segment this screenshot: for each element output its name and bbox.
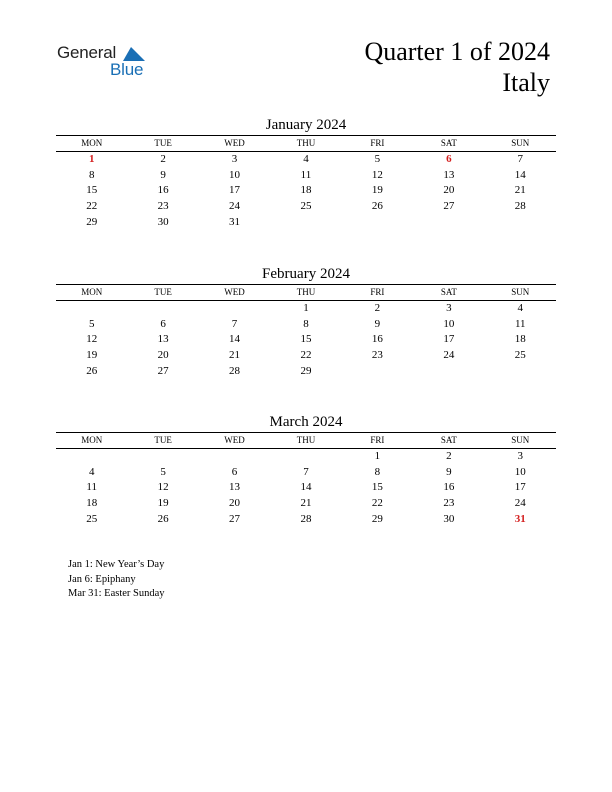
day-cell: 19	[157, 497, 169, 510]
day-cell: 17	[514, 481, 526, 494]
weekday-label: MON	[81, 138, 103, 148]
day-cell: 29	[371, 512, 383, 525]
day-cell: 25	[514, 349, 526, 362]
weekday-label: SAT	[440, 287, 457, 297]
month-title: February 2024	[262, 266, 350, 282]
day-cell: 7	[303, 465, 309, 478]
logo-general-text: General	[57, 43, 117, 62]
empty-day-cell	[56, 449, 127, 465]
month-calendar-january	[56, 115, 556, 230]
week-row	[56, 199, 556, 215]
empty-day-cell	[342, 215, 413, 231]
day-cell: 11	[86, 481, 97, 494]
holiday-note: Jan 6: Epiphany	[68, 573, 136, 585]
weekday-label: TUE	[154, 138, 172, 148]
month-title: January 2024	[265, 117, 347, 133]
day-cell: 2	[446, 450, 452, 462]
week-row	[56, 512, 556, 528]
week-row	[56, 449, 556, 465]
weekday-label: TUE	[154, 435, 172, 445]
logo-triangle-icon	[123, 47, 145, 61]
weekday-label: FRI	[370, 287, 385, 297]
empty-day-cell	[199, 301, 270, 317]
day-cell: 29	[300, 364, 312, 377]
empty-day-cell	[342, 364, 413, 380]
day-cell: 16	[443, 481, 455, 494]
day-cell: 25	[86, 512, 98, 525]
empty-day-cell	[413, 215, 484, 231]
day-cell: 1	[303, 302, 309, 314]
day-cell: 19	[86, 349, 98, 362]
title-quarter: Quarter 1 of 2024	[364, 37, 550, 66]
day-cell: 23	[443, 497, 455, 510]
week-row	[56, 317, 556, 333]
logo-blue-text: Blue	[110, 60, 144, 79]
calendar-grid	[56, 284, 556, 379]
day-cell: 27	[157, 364, 169, 377]
title-country: Italy	[502, 68, 550, 97]
month-title: March 2024	[269, 414, 343, 430]
day-cell: 1	[88, 153, 95, 165]
day-cell: 17	[229, 184, 241, 197]
logo	[57, 43, 157, 83]
week-row	[56, 480, 556, 496]
week-row	[56, 152, 556, 168]
weekday-label: FRI	[370, 138, 385, 148]
week-row	[56, 364, 556, 380]
weekday-label: MON	[81, 287, 103, 297]
week-row	[56, 215, 556, 231]
day-cell: 12	[371, 168, 383, 181]
weekday-label: THU	[296, 138, 316, 148]
day-cell: 11	[300, 168, 312, 181]
empty-day-cell	[199, 449, 270, 465]
day-cell: 4	[88, 465, 95, 478]
weekday-header-row	[56, 285, 556, 301]
day-cell: 24	[443, 349, 455, 362]
day-cell: 6	[446, 153, 452, 165]
day-cell: 28	[229, 364, 241, 377]
day-cell: 27	[229, 512, 241, 525]
day-cell: 23	[371, 349, 383, 362]
week-row	[56, 348, 556, 364]
day-cell: 8	[88, 168, 95, 181]
day-cell: 10	[514, 465, 526, 478]
weekday-label: SAT	[440, 138, 457, 148]
day-cell: 3	[446, 302, 452, 314]
weekday-label: WED	[224, 435, 245, 445]
week-row	[56, 168, 556, 184]
weekday-label: WED	[224, 138, 245, 148]
weekday-label: MON	[81, 435, 103, 445]
day-cell: 14	[229, 333, 241, 346]
page-title	[364, 36, 550, 98]
day-cell: 19	[371, 184, 383, 197]
day-cell: 14	[300, 481, 312, 494]
day-cell: 13	[443, 168, 455, 181]
day-cell: 3	[231, 153, 238, 165]
day-cell: 27	[443, 200, 455, 213]
day-cell: 20	[229, 497, 241, 510]
day-cell: 18	[86, 497, 98, 510]
weekday-label: WED	[224, 287, 245, 297]
day-cell: 10	[229, 168, 241, 181]
day-cell: 2	[374, 302, 381, 314]
weekday-label: FRI	[370, 435, 385, 445]
week-row	[56, 301, 556, 317]
day-cell: 22	[371, 497, 383, 510]
weekday-label: TUE	[154, 287, 172, 297]
week-row	[56, 496, 556, 512]
day-cell: 20	[157, 349, 169, 362]
day-cell: 29	[86, 215, 98, 228]
day-cell: 12	[157, 481, 169, 494]
day-cell: 5	[160, 465, 166, 478]
holiday-note: Jan 1: New Year’s Day	[68, 559, 165, 570]
day-cell: 30	[443, 512, 455, 525]
day-cell: 23	[157, 200, 169, 213]
day-cell: 30	[157, 215, 169, 228]
empty-day-cell	[270, 215, 341, 231]
day-cell: 31	[514, 512, 526, 525]
month-calendar-february	[56, 264, 556, 379]
day-cell: 28	[514, 200, 526, 213]
day-cell: 26	[371, 200, 383, 213]
empty-day-cell	[127, 301, 198, 317]
empty-day-cell	[485, 215, 556, 231]
weekday-label: SUN	[511, 287, 530, 297]
weekday-label: THU	[296, 287, 316, 297]
week-row	[56, 332, 556, 348]
day-cell: 24	[229, 200, 241, 213]
day-cell: 15	[86, 184, 98, 197]
day-cell: 13	[157, 333, 169, 346]
day-cell: 10	[443, 317, 455, 330]
day-cell: 5	[88, 317, 95, 330]
weekday-label: SAT	[440, 435, 457, 445]
day-cell: 18	[300, 184, 312, 197]
calendar-grid	[56, 135, 556, 230]
day-cell: 15	[371, 481, 383, 494]
day-cell: 8	[303, 317, 309, 330]
day-cell: 31	[229, 215, 241, 228]
day-cell: 9	[374, 317, 381, 330]
day-cell: 14	[514, 168, 526, 181]
empty-day-cell	[413, 364, 484, 380]
calendar-grid	[56, 432, 556, 527]
empty-day-cell	[56, 301, 127, 317]
day-cell: 9	[160, 168, 166, 181]
empty-day-cell	[485, 364, 556, 380]
holiday-note: Mar 31: Easter Sunday	[68, 588, 165, 599]
day-cell: 7	[231, 317, 238, 330]
day-cell: 2	[160, 153, 166, 165]
month-calendar-march	[56, 412, 556, 527]
day-cell: 6	[231, 465, 238, 478]
day-cell: 21	[514, 184, 526, 197]
empty-day-cell	[270, 449, 341, 465]
day-cell: 18	[514, 333, 526, 346]
day-cell: 21	[229, 349, 241, 362]
weekday-header-row	[56, 433, 556, 449]
day-cell: 28	[300, 512, 312, 525]
day-cell: 20	[443, 184, 455, 197]
day-cell: 16	[157, 184, 169, 197]
day-cell: 6	[160, 317, 166, 330]
day-cell: 26	[157, 512, 169, 525]
day-cell: 16	[371, 333, 383, 346]
day-cell: 22	[86, 200, 98, 213]
day-cell: 4	[517, 302, 523, 314]
day-cell: 12	[86, 333, 98, 346]
day-cell: 25	[300, 200, 312, 213]
day-cell: 13	[229, 481, 241, 494]
day-cell: 24	[514, 497, 526, 510]
day-cell: 11	[514, 317, 526, 330]
day-cell: 26	[86, 364, 98, 377]
weekday-label: THU	[296, 435, 316, 445]
holiday-notes	[68, 558, 165, 602]
weekday-label: SUN	[511, 138, 530, 148]
day-cell: 8	[374, 465, 381, 478]
week-row	[56, 183, 556, 199]
day-cell: 4	[303, 153, 309, 165]
day-cell: 3	[517, 450, 523, 462]
day-cell: 15	[300, 333, 312, 346]
week-row	[56, 465, 556, 481]
day-cell: 5	[374, 153, 381, 165]
empty-day-cell	[127, 449, 198, 465]
day-cell: 17	[443, 333, 455, 346]
day-cell: 9	[446, 465, 452, 478]
weekday-label: SUN	[511, 435, 530, 445]
day-cell: 1	[374, 450, 381, 462]
day-cell: 21	[300, 497, 312, 510]
day-cell: 7	[517, 153, 523, 165]
day-cell: 22	[300, 349, 312, 362]
weekday-header-row	[56, 136, 556, 152]
